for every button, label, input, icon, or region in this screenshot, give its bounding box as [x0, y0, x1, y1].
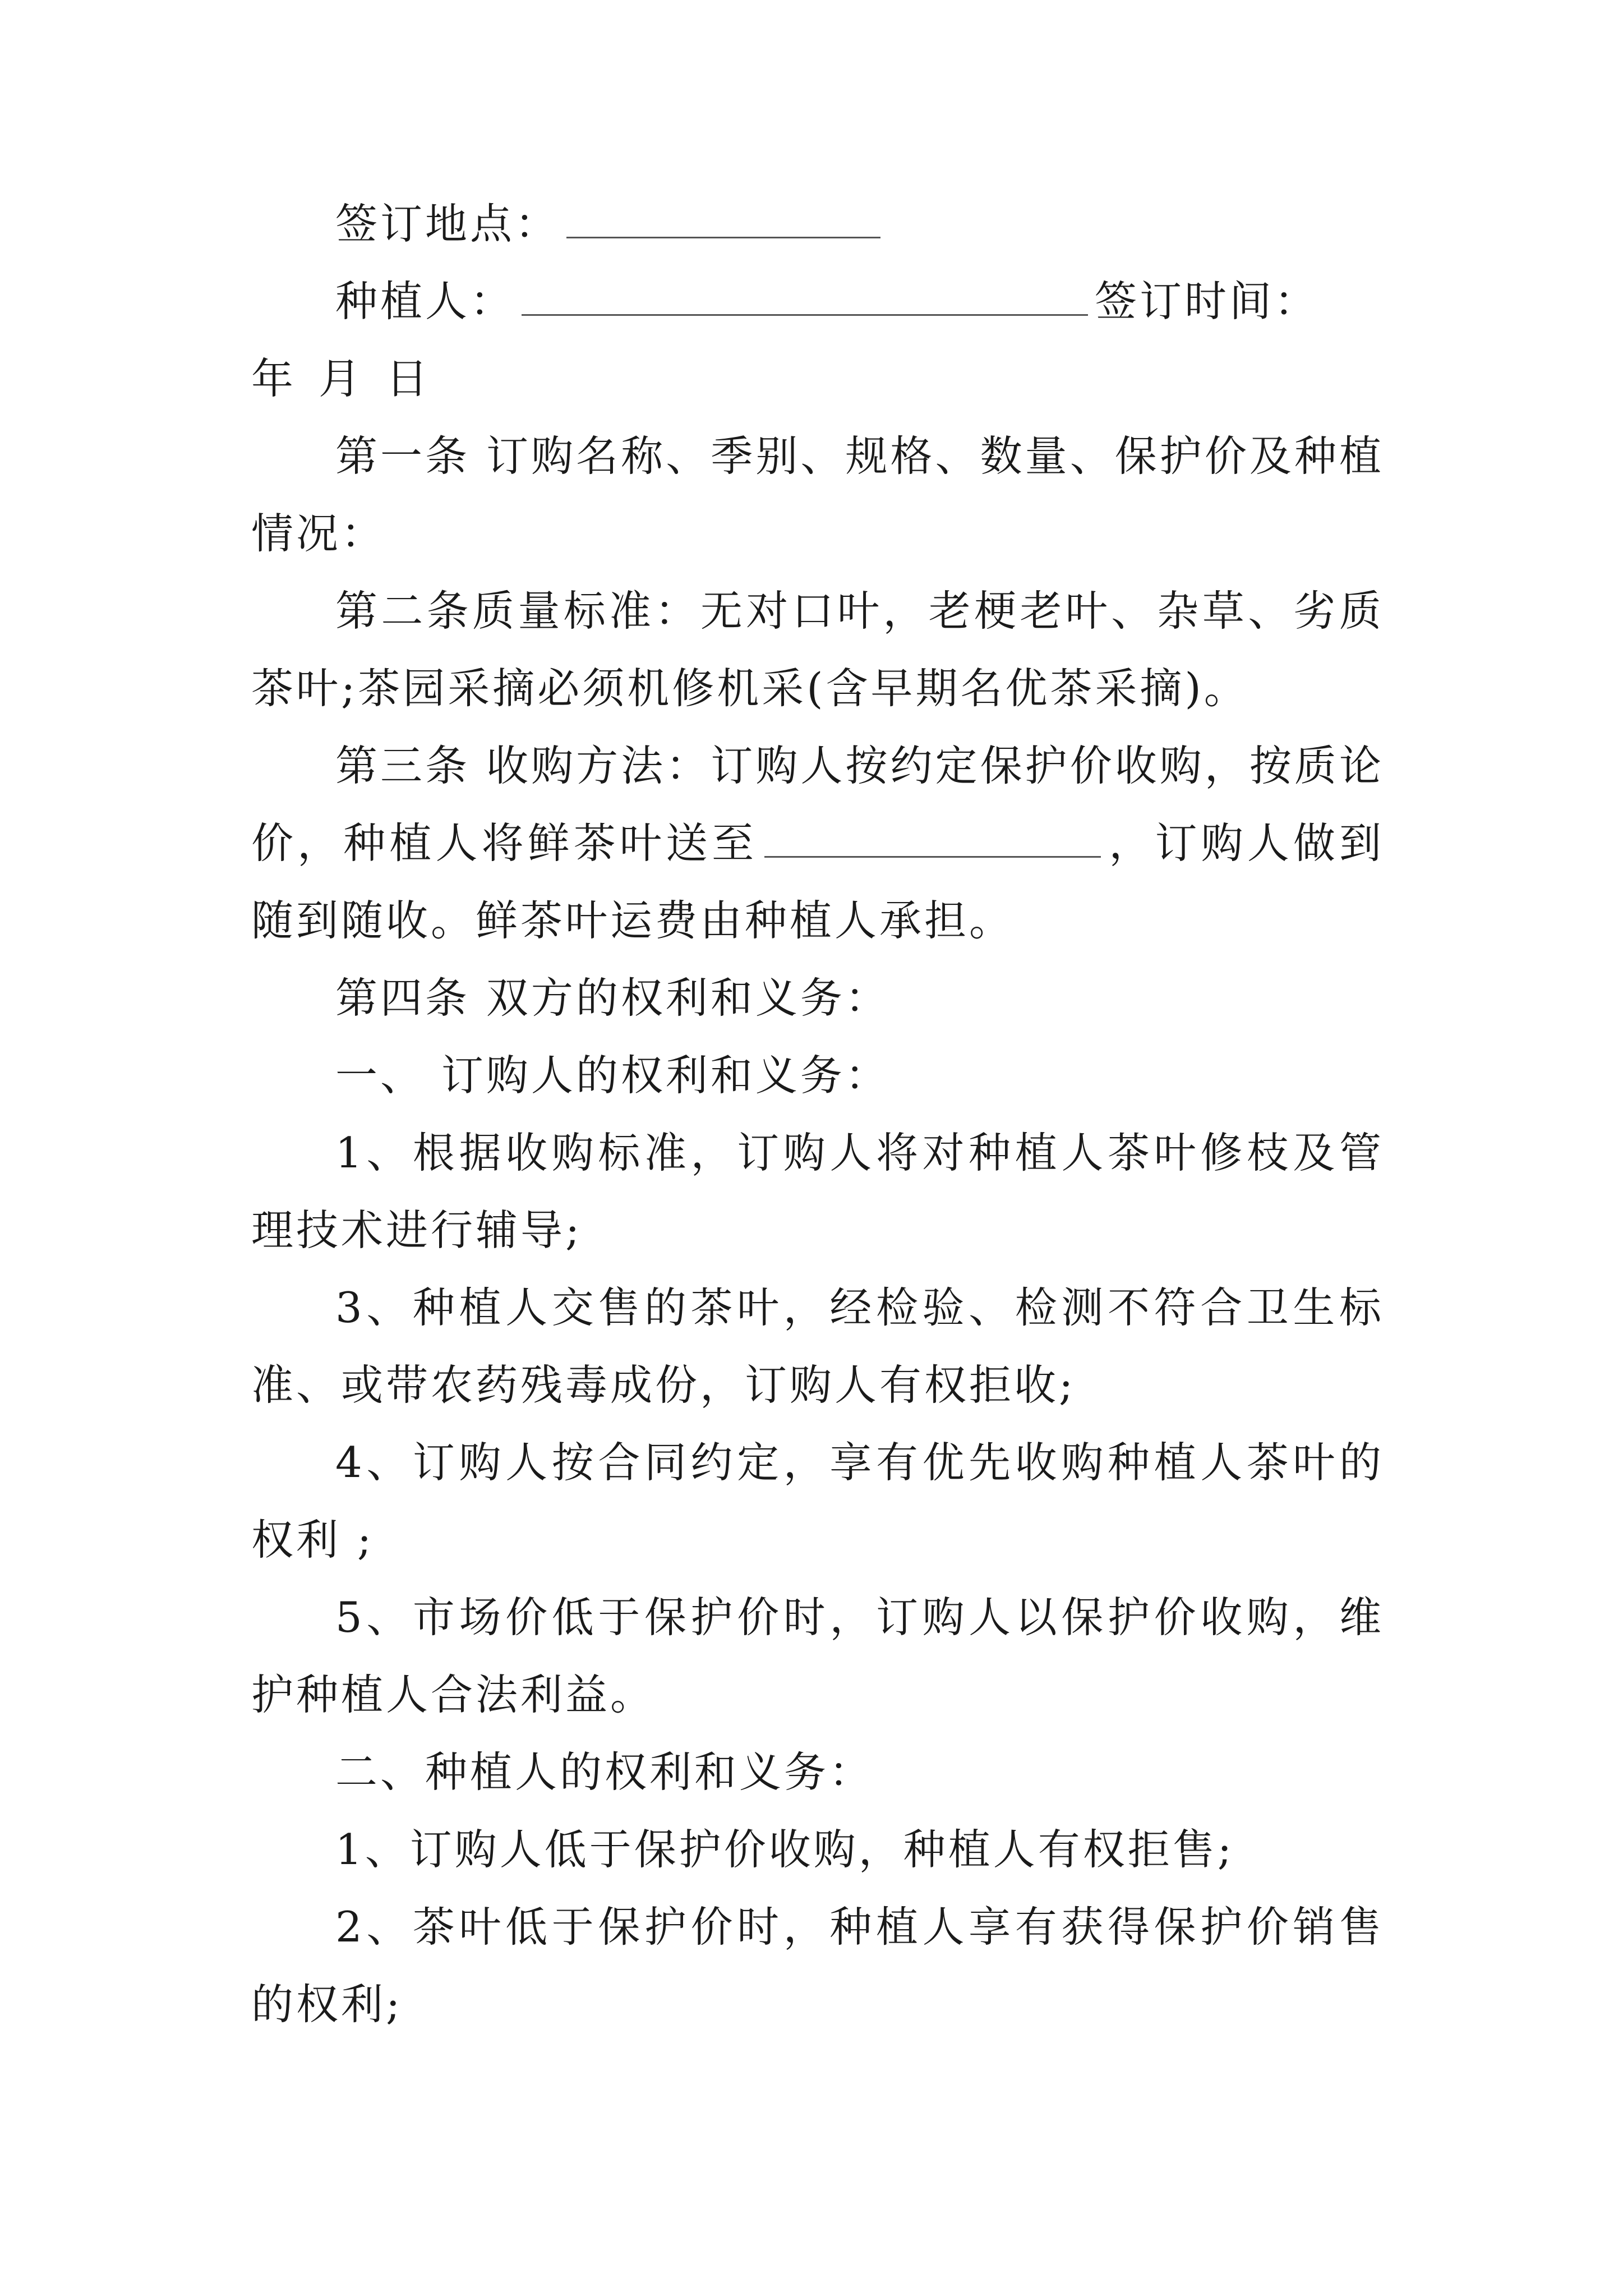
- s1-item-4: 4、订购人按合同约定，享有优先收购种植人茶叶的权利 ;: [251, 1438, 1384, 1565]
- s1-item-3: 3、种植人交售的茶叶，经检验、检测不符合卫生标准、或带农药残毒成份，订购人有权拒收;: [251, 1283, 1384, 1410]
- date-year: 年: [251, 354, 297, 403]
- section-1-title: 一、 订购人的权利和义务：: [335, 1051, 890, 1100]
- article-2: 第二条质量标准：无对口叶，老梗老叶、杂草、劣质茶叶;茶园采摘必须机修机采(含早期名优茶采摘)。: [251, 586, 1384, 713]
- date-month: 月: [319, 354, 364, 403]
- planter-blank[interactable]: [522, 280, 1088, 316]
- article-3-part2: ，订购人做到随到随收。鲜茶叶运费由种植人承担。: [251, 818, 1384, 945]
- article-3-part1: 第三条 收购方法：订购人按约定保护价收购，按质论价，种植人将鲜茶叶送至: [251, 741, 1384, 868]
- date-day: 日: [386, 354, 431, 403]
- sign-place-label: 签订地点：: [335, 199, 560, 249]
- s1-item-5: 5、市场价低于保护价时，订购人以保护价收购，维护种植人合法利益。: [251, 1593, 1384, 1719]
- article-3: [251, 727, 1384, 959]
- sign-place-blank[interactable]: [566, 203, 880, 238]
- sign-place-line: [251, 185, 1384, 263]
- s2-item-1: 1、订购人低于保护价收购，种植人有权拒售;: [335, 1825, 1234, 1874]
- sign-time-label: 签订时间：: [1095, 277, 1320, 326]
- section-2-title: 二、种植人的权利和义务：: [335, 1747, 874, 1797]
- article-4: 第四条 双方的权利和义务：: [335, 973, 890, 1023]
- s2-item-2: 2、茶叶低于保护价时，种植人享有获得保护价销售的权利;: [251, 1902, 1384, 2029]
- date-line: [251, 340, 1384, 417]
- s1-item-1: 1、根据收购标准，订购人将对种植人茶叶修枝及管理技术进行辅导;: [251, 1128, 1384, 1255]
- planter-label: 种植人：: [335, 277, 515, 326]
- delivery-location-blank[interactable]: [764, 822, 1101, 858]
- article-1: 第一条 订购名称、季别、规格、数量、保护价及种植情况：: [251, 431, 1384, 558]
- planter-line: [251, 263, 1384, 340]
- document-body: [251, 185, 1384, 2043]
